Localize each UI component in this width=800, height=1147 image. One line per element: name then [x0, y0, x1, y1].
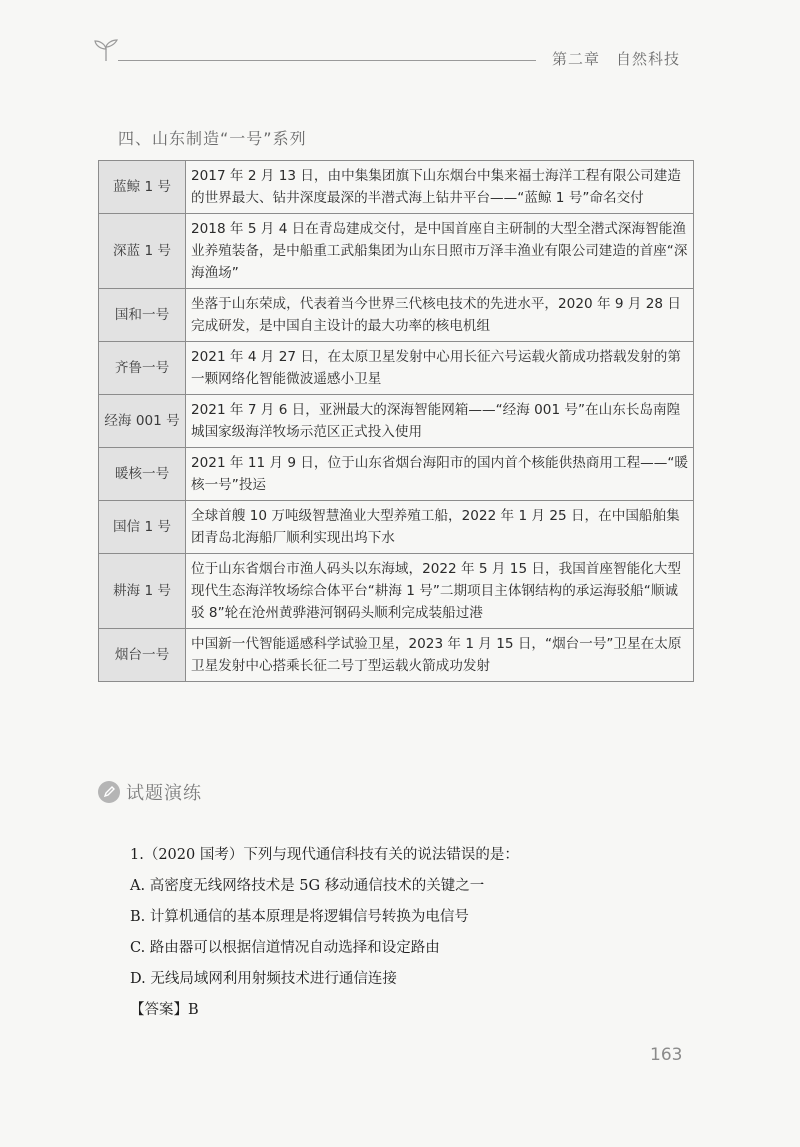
table-row [99, 395, 694, 448]
section-title: 四、山东制造“一号”系列 [118, 129, 307, 148]
row-desc: 2018 年 5 月 4 日在青岛建成交付，是中国首座自主研制的大型全潜式深海智能渔业养殖装备，是中船重工武船集团为山东日照市万泽丰渔业有限公司建造的首座“深海渔场” [186, 214, 694, 289]
table-row [99, 289, 694, 342]
row-name: 经海 001 号 [99, 395, 186, 448]
option-a: A. 高密度无线网络技术是 5G 移动通信技术的关键之一 [130, 878, 485, 894]
practice-title: 试题演练 [126, 783, 202, 804]
row-desc: 中国新一代智能遥感科学试验卫星，2023 年 1 月 15 日，“烟台一号”卫星在太原卫星发射中心搭乘长征二号丁型运载火箭成功发射 [186, 629, 694, 682]
facts-table [98, 160, 694, 682]
row-name: 暖核一号 [99, 448, 186, 501]
row-desc: 2017 年 2 月 13 日，由中集集团旗下山东烟台中集来福士海洋工程有限公司建造的世界最大、钻井深度最深的半潜式海上钻井平台——“蓝鲸 1 号”命名交付 [186, 161, 694, 214]
question-block [130, 840, 690, 1026]
row-name: 烟台一号 [99, 629, 186, 682]
row-name: 国信 1 号 [99, 501, 186, 554]
sprout-icon [92, 38, 120, 62]
row-name: 齐鲁一号 [99, 342, 186, 395]
table-row [99, 161, 694, 214]
answer: 【答案】B [130, 1002, 199, 1018]
row-desc: 全球首艘 10 万吨级智慧渔业大型养殖工船，2022 年 1 月 25 日，在中国船舶集团青岛北海船厂顺利实现出坞下水 [186, 501, 694, 554]
row-desc: 位于山东省烟台市渔人码头以东海域，2022 年 5 月 15 日，我国首座智能化大型现代生态海洋牧场综合体平台“耕海 1 号”二期项目主体钢结构的承运海驳船“顺诚驳 8”轮在沧州黄骅港河钢码头顺利完成装船过港 [186, 554, 694, 629]
table-row [99, 214, 694, 289]
row-desc: 坐落于山东荣成，代表着当今世界三代核电技术的先进水平，2020 年 9 月 28 日完成研发，是中国自主设计的最大功率的核电机组 [186, 289, 694, 342]
row-desc: 2021 年 7 月 6 日，亚洲最大的深海智能网箱——“经海 001 号”在山东长岛南隍城国家级海洋牧场示范区正式投入使用 [186, 395, 694, 448]
row-desc: 2021 年 11 月 9 日，位于山东省烟台海阳市的国内首个核能供热商用工程——“暖核一号”投运 [186, 448, 694, 501]
header-rule [118, 60, 536, 61]
question-stem: 1.（2020 国考）下列与现代通信科技有关的说法错误的是： [130, 847, 519, 863]
row-name: 蓝鲸 1 号 [99, 161, 186, 214]
table-row [99, 501, 694, 554]
pencil-icon [98, 781, 120, 803]
table-row [99, 629, 694, 682]
row-name: 深蓝 1 号 [99, 214, 186, 289]
option-c: C. 路由器可以根据信道情况自动选择和设定路由 [130, 940, 440, 956]
chapter-title: 第二章 自然科技 [552, 50, 681, 68]
row-desc: 2021 年 4 月 27 日，在太原卫星发射中心用长征六号运载火箭成功搭载发射的第一颗网络化智能微波遥感小卫星 [186, 342, 694, 395]
row-name: 国和一号 [99, 289, 186, 342]
table-row [99, 342, 694, 395]
option-b: B. 计算机通信的基本原理是将逻辑信号转换为电信号 [130, 909, 469, 925]
table-row [99, 554, 694, 629]
page-number: 163 [650, 1045, 683, 1065]
row-name: 耕海 1 号 [99, 554, 186, 629]
option-d: D. 无线局域网利用射频技术进行通信连接 [130, 971, 397, 987]
practice-heading [98, 778, 202, 806]
table-row [99, 448, 694, 501]
